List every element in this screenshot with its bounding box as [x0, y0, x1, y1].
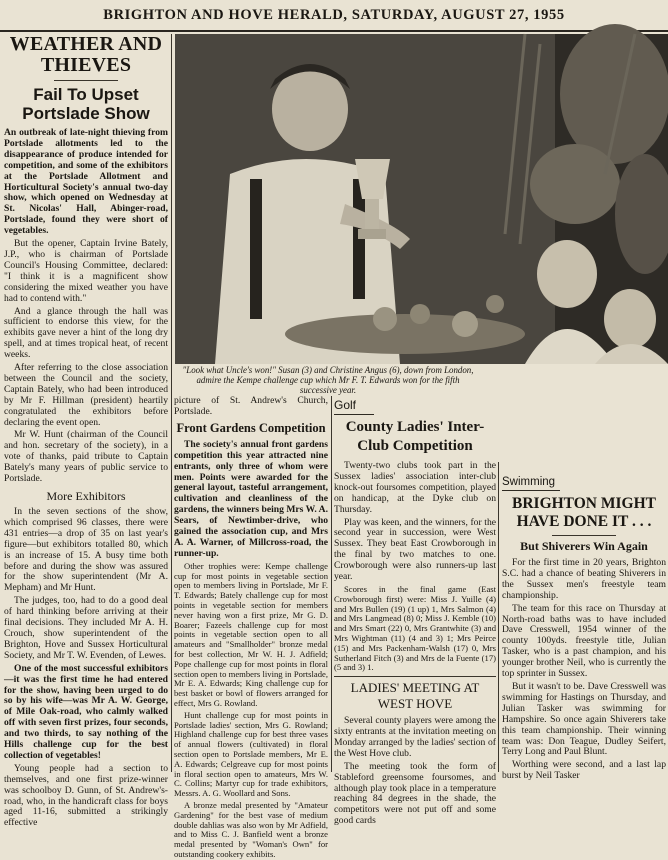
paragraph: The team for this race on Thursday at North-road baths was to have included Dave Cresswell, 1954 winner of the county 100yds. freestyle title, Julian Tasker, who is a past champion, and his younger brother Neil, who is currently the top sprinter in Sussex.	[502, 602, 666, 680]
paragraph: Mr W. Hunt (chairman of the Council and hon. secretary of the society), in a vote of thanks, paid tribute to Captain Bately's many years of public service to Portslade.	[4, 429, 168, 485]
paragraph: In the seven sections of the show, which comprised 96 classes, there were 431 entries—a drop of 35 on last year's figure—but exhibitors totalled 80, which is an increase of 15. A busy time both before and during the show was assured for the show superintendent (Mr A. Mepham) and Mr Hunt.	[4, 506, 168, 594]
paragraph: One of the most successful exhibitors—it was the first time he had entered for the show, having been urged to do so by his wife—was Mr A. W. George, of Mile Oak-road, who calmly walked off with seven first prizes, four seconds, and two thirds, to say nothing of the Hills challenge cup for the best collection of vegetables!	[4, 662, 168, 761]
paragraph: The judges, too, had to do a good deal of hard thinking before arriving at their final decisions. They included Mr A. H. Crouch, show superintendent of the Brighton, Hove and Sussex Horticultural Society, and Mr T. W. Evenden, of Lewes.	[4, 595, 168, 661]
paragraph: Hunt challenge cup for most points in Portslade ladies' section, Mrs G. Rowland; Highland challenge cup for best three vases of annual flowers (cultivated) in floral section open to Portslade members, Mr E. A. Edwards; Celgreave cup for most points in floral section open to amateurs, Mrs W. C. Collins; Martyr cup for trade exhibitors, Messrs. A. G. Woollard and Sons.	[174, 709, 328, 799]
story-golf	[334, 398, 496, 827]
story-weather-thieves	[4, 33, 168, 829]
paragraph: The meeting took the form of Stableford greensome foursomes, and although play took place in a temperature reaching 84 degrees in the shade, the competitors were not put off and some good cards	[334, 760, 496, 827]
photograph-cup-winner	[175, 34, 668, 364]
story-swimming	[502, 476, 666, 782]
photo-caption: "Look what Uncle's won!" Susan (3) and Christine Angus (6), down from London, admire the Kempe challenge cup which Mr F. T. Edwards won for the fifth successive year.	[182, 365, 474, 395]
paragraph: Twenty-two clubs took part in the Sussex ladies' association inter-club knock-out foursomes competition, played on handicap, at the Dyke club on Thursday.	[334, 460, 496, 515]
continuation-text: picture of St. Andrew's Church, Portslade.	[174, 395, 328, 417]
paragraph: Several county players were among the sixty entrants at the invitation meeting on Monday arranged by the ladies' section of the West Hove club.	[334, 715, 496, 759]
paragraph: A bronze medal presented by "Amateur Gardening" for the best vase of medium double dahlias was also won by Mr Adfield, and to Miss C. J. Banfield went a bronze medal presented by "Woman's Own" for outstanding cookery exhibits.	[174, 799, 328, 859]
column-rule	[171, 34, 172, 772]
paragraph: And a glance through the hall was sufficient to endorse this view, for the exhibits gave never a hint of the long dry spell, and at times tropical heat, of recent weeks.	[4, 305, 168, 361]
paragraph: After referring to the close association between the Council and the society, Captain Bately, who had been introduced by Mr F. Hillman (president) heartily congratulated the exhibitors before declaring the event open.	[4, 362, 168, 428]
divider	[54, 80, 118, 81]
golf-tag: Golf	[334, 398, 374, 415]
column-rule	[331, 396, 332, 772]
divider	[334, 676, 496, 677]
paragraph: For the first time in 20 years, Brighton S.C. had a chance of beating Shiverers in the Sussex men's freestyle team championship.	[502, 557, 666, 601]
subheadline: Fail To Upset Portslade Show	[22, 85, 150, 123]
column-rule	[498, 462, 499, 772]
meeting-headline: LADIES' MEETING AT WEST HOVE	[350, 680, 480, 712]
paragraph: Worthing were second, and a last lap burst by Neil Tasker	[502, 759, 666, 782]
paragraph: Play was keen, and the winners, for the second year in succession, were West Sussex. They beat East Crowborough in the final by two matches to one. Crowborough were also runners-up last year.	[334, 516, 496, 583]
crosshead: More Exhibitors	[46, 489, 126, 503]
story-front-gardens	[174, 395, 328, 859]
paragraph: Scores in the final game (East Crowborough first) were: Miss J. Yuille (4) and Mrs Bullen (19) (1 up) 1, Mrs Salmon (4) and Mrs Langmead (8) 0; Miss J. Kemble (10) and Mrs Smart (22) 0, Mrs Grantwhite (3) and Mrs Wightman (11) (4 and 3) 1; Mrs Peirce (15) and Mrs Packenham-Walsh (17) 0, Mrs Sutherland Fitch (3) and Mrs de la Fuente (17) (5 and 3) 1.	[334, 583, 496, 673]
headline: WEATHER AND THIEVES	[9, 33, 163, 76]
paragraph: But it wasn't to be. Dave Cresswell was swimming for Hastings on Thursday, and Julian Tasker was swimming for Hampshire. So once again Shiverers take this team championship. Their winning team was: Don Teague, Dudley Seifert, Terry Long and Paul Blunt.	[502, 680, 666, 758]
paragraph: But the opener, Captain Irvine Bately, J.P., who is chairman of Portslade Council's Housing Committee, declared: "I think it is a magnificent show considering the mixed weather you have had to contend with."	[4, 238, 168, 304]
lead-paragraph: The society's annual front gardens competition this year attracted nine entrants, only three of whom were men. Points were awarded for the general layout, tasteful arrangement, cultivation and cleanliness of the gardens, the winners being Mrs W. A. Sears, of Newtimber-drive, who gained the association cup, and Mrs A. A. Warner, of Millcross-road, the runner-up.	[174, 438, 328, 559]
swimming-headline: BRIGHTON MIGHT HAVE DONE IT . . .	[512, 495, 656, 530]
paragraph: Young people had a section to themselves, and one first prize-winner was schoolboy D. Gunn, of St. Andrew's-road, who, in the handicraft class for boys aged 11-16, submitted a strikingly effective	[4, 762, 168, 829]
lead-paragraph: An outbreak of late-night thieving from Portslade allotments led to the disappearance of produce intended for competition, and some of the exhibitors at the Portslade Allotment and Horticultural Society's annual two-day show, which opened on Wednesday at St. Nicolas' Hall, Abinger-road, Portslade, found they were short of vegetables.	[4, 127, 168, 237]
swimming-subhead: But Shiverers Win Again	[520, 539, 648, 553]
masthead: BRIGHTON AND HOVE HERALD, SATURDAY, AUGUST 27, 1955	[0, 0, 668, 32]
divider	[552, 535, 616, 536]
photo-illustration	[175, 34, 668, 364]
golf-headline: County Ladies' Inter-Club Competition	[345, 419, 485, 454]
paragraph: Other trophies were: Kempe challenge cup for most points in vegetable section open to members living in Portslade, Mr F. T. Edwards; Bately challenge cup for most points in vegetable section for members never having won a first prize, Mr G. D. Boarer; Fazeels challenge cup for most points in vegetable section open to all amateurs and "Smallholder" bronze medal for best collection, Mr W. H. J. Adfield; Pope challenge cup for most points in floral section open to members living in Portslade, Mr E. A. Edwards; King challenge cup for best basket or bowl of flowers arranged for effect, Mrs G. Rowland.	[174, 560, 328, 708]
section-headline: Front Gardens Competition	[176, 420, 326, 435]
swimming-tag: Swimming	[502, 476, 560, 491]
